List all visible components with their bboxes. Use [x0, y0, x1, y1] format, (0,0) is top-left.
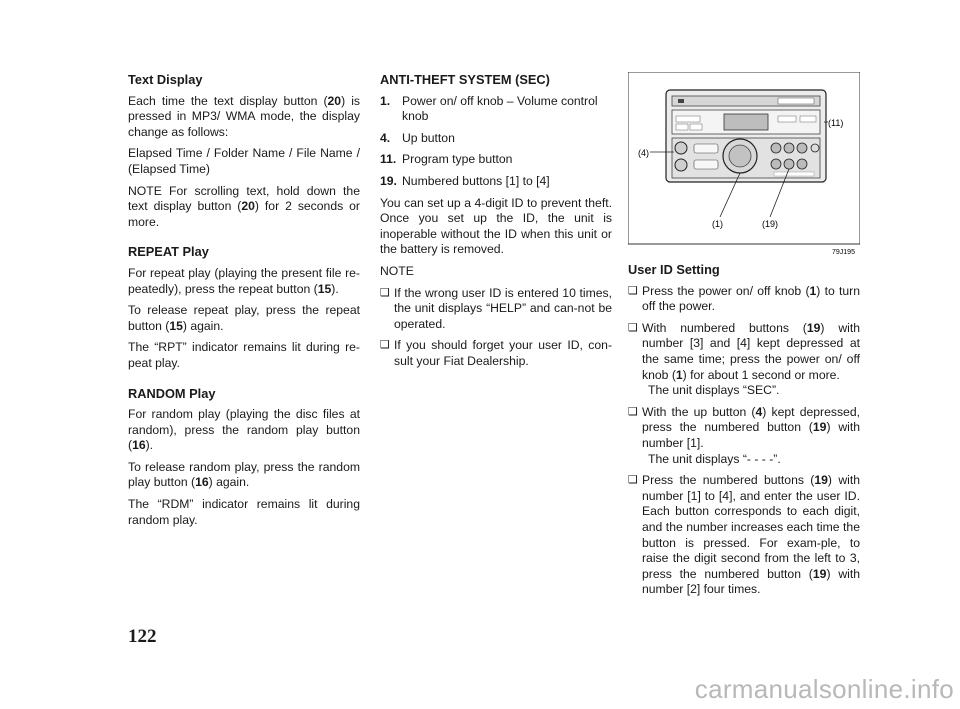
user-id-heading: User ID Setting — [628, 262, 720, 277]
step-item: ❑ With the up button (4) kept depressed, press the numbered button (19) with number [1]. The unit displays “- - - -”. — [628, 404, 860, 466]
repeat-heading: REPEAT Play — [128, 244, 209, 260]
step-item: ❑ Press the numbered buttons (19) with number [1] to [4], and enter the user ID. Each button corresponds to each digit, and the number increases each time the button is pressed. For exam-ple, to raise the digit second from the left to 3, press the numbered button (19) with number [2] four times. — [628, 473, 860, 597]
right-column — [628, 262, 860, 604]
up-button — [675, 142, 687, 154]
left-column — [128, 72, 360, 534]
radio-unit-figure — [628, 72, 860, 258]
figure-code: 79J195 — [832, 249, 855, 256]
random-para-3: The “RDM” indicator remains lit during random play. — [128, 497, 360, 527]
step-item: ❑ With numbered buttons (19) with number [3] and [4] kept depressed at the same time; press the power on/ off knob (1) for about 1 second or more. The unit displays “SEC”. — [628, 320, 861, 398]
repeat-para-3: The “RPT” indicator remains lit during re-peat play. — [128, 340, 360, 370]
numbered-button-3 — [797, 159, 807, 169]
middle-column — [380, 72, 612, 376]
random-heading: RANDOM Play — [128, 385, 216, 401]
page-number: 122 — [128, 626, 157, 647]
callout-1: (1) — [712, 219, 723, 229]
step-item: ❑ Press the power on/ off knob (1) to turn off the power. — [628, 283, 860, 314]
list-item: 19. Numbered buttons [1] to [4] — [380, 173, 550, 188]
text-display-sequence: Elapsed Time / Folder Name / File Name / (Elapsed Time) — [128, 146, 360, 176]
checkbox-bullet-icon: ❑ — [380, 286, 390, 299]
callout-4: (4) — [638, 148, 649, 158]
checkbox-bullet-icon: ❑ — [628, 284, 638, 297]
watermark: carmanualsonline.info — [694, 674, 954, 704]
list-item: 11. Program type button — [380, 152, 513, 167]
lcd-screen — [724, 114, 768, 130]
anti-theft-para: You can set up a 4-digit ID to prevent theft. Once you set up the ID, the unit is inoperable without the ID when this unit or the battery is removed. — [380, 195, 612, 257]
text-display-para: Each time the text display button (20) is pressed in MP3/ WMA mode, the display change as follows: — [128, 93, 360, 139]
random-para-1: For random play (playing the disc files at random), press the random play button (16). — [128, 407, 360, 453]
random-para-2: To release random play, press the random play button (16) again. — [128, 459, 360, 490]
numbered-button-1 — [771, 159, 781, 169]
text-display-heading: Text Display — [128, 72, 203, 87]
checkbox-bullet-icon: ❑ — [380, 339, 390, 352]
note-label: NOTE — [380, 263, 414, 278]
repeat-para-1: For repeat play (playing the present file re-peatedly), press the repeat button (15). — [128, 265, 360, 296]
list-item: 4. Up button — [380, 130, 455, 145]
callout-11: (11) — [828, 118, 844, 128]
anti-theft-heading: ANTI-THEFT SYSTEM (SEC) — [380, 72, 550, 87]
radio-unit-illustration — [628, 72, 860, 258]
repeat-para-2: To release repeat play, press the repeat button (15) again. — [128, 303, 360, 333]
text-display-note: NOTE For scrolling text, hold down the text display button (20) for 2 seconds or more. — [128, 183, 360, 229]
checkbox-bullet-icon: ❑ — [628, 474, 638, 487]
checkbox-bullet-icon: ❑ — [628, 321, 638, 334]
numbered-button-2 — [784, 159, 794, 169]
down-button — [675, 159, 687, 171]
anti-theft-component-list — [380, 94, 612, 190]
callout-19: (19) — [762, 219, 779, 229]
list-item: 1. Power on/ off knob – Volume control knob — [380, 93, 598, 124]
note-item: ❑ If you should forget your user ID, con-sult your Fiat Dealership. — [380, 338, 612, 368]
note-item: ❑ If the wrong user ID is entered 10 times, the unit displays “HELP” and can-not be operated. — [380, 285, 612, 331]
checkbox-bullet-icon: ❑ — [628, 405, 638, 418]
